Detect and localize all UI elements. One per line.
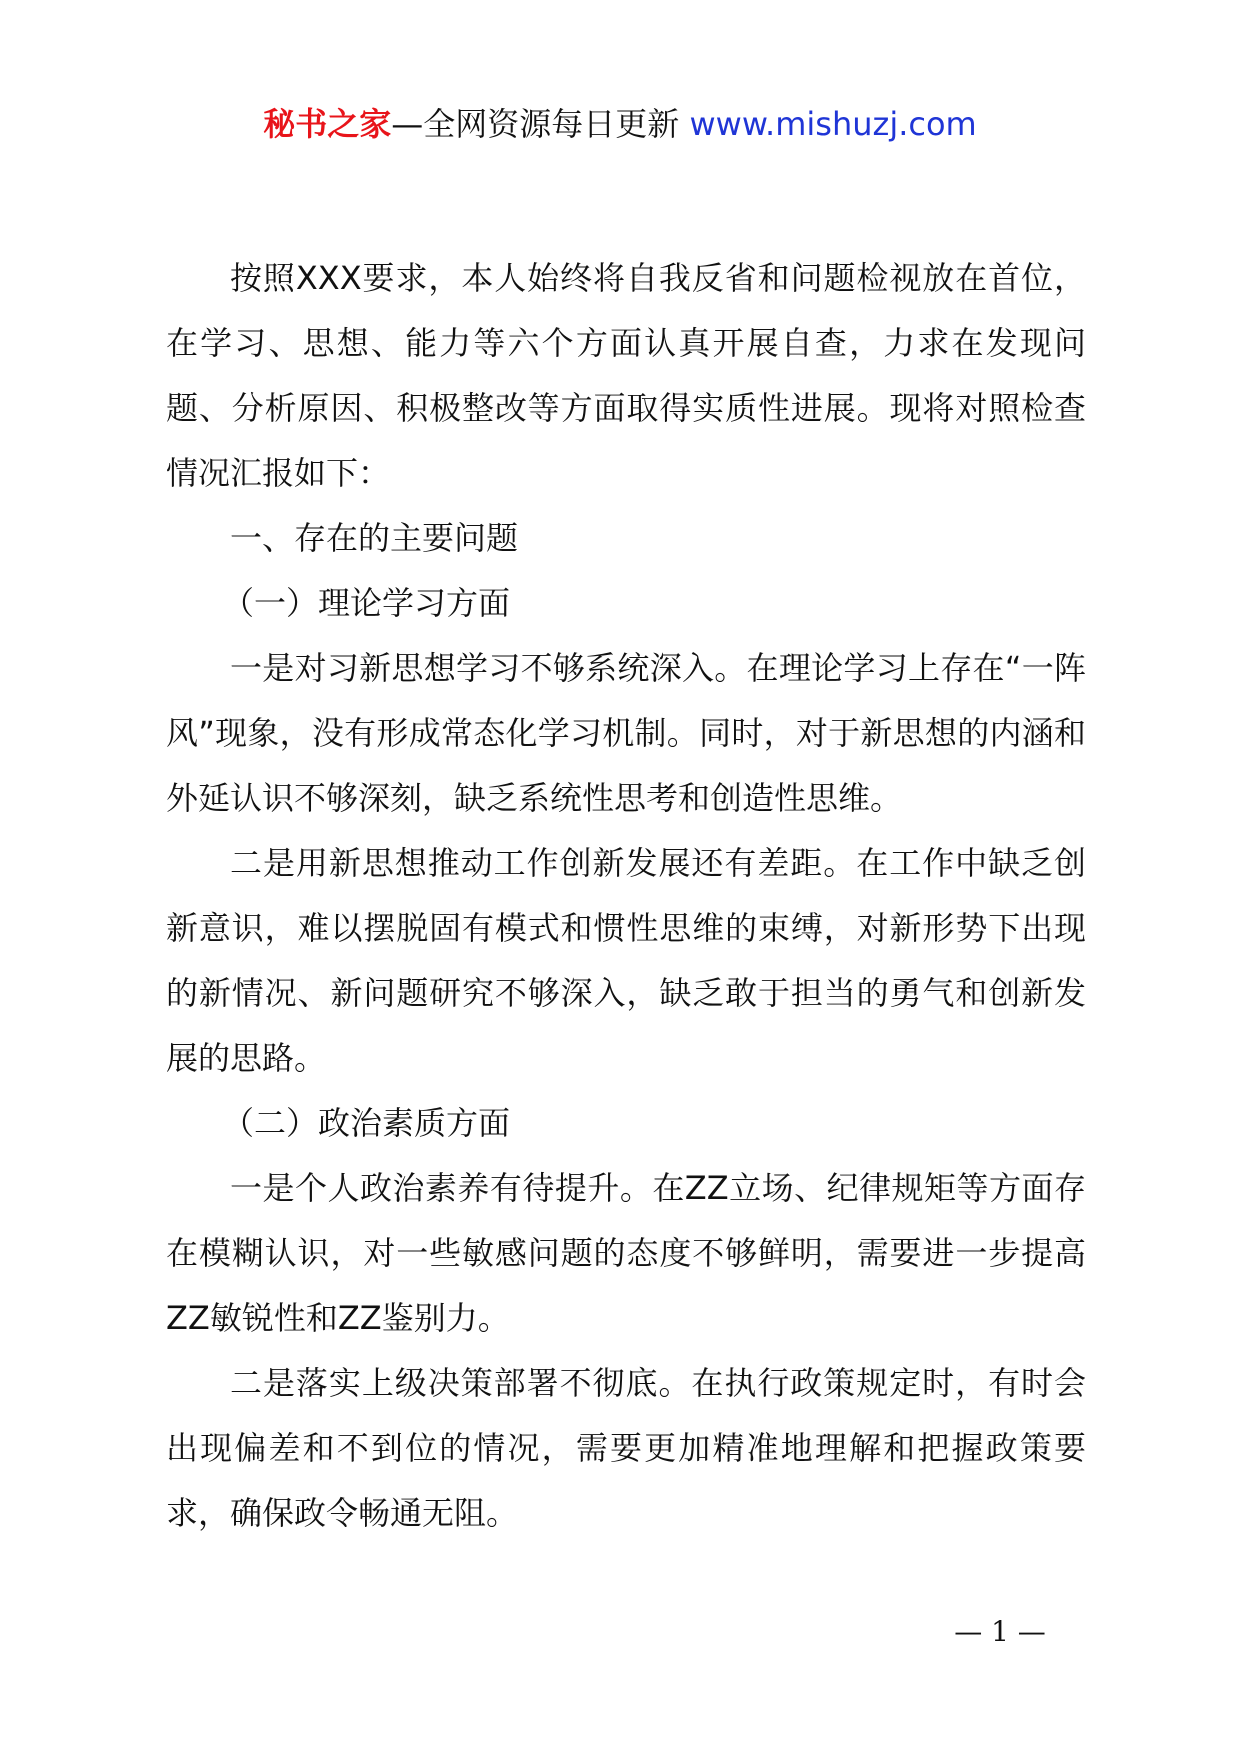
body-paragraph: 二是落实上级决策部署不彻底。在执行政策规定时，有时会出现偏差和不到位的情况，需要更加精准地理解和把握政策要求，确保政令畅通无阻。 (166, 1364, 1086, 1532)
subsection-heading-political-quality: （二）政治素质方面 (222, 1104, 511, 1142)
intro-paragraph: 按照XXX要求，本人始终将自我反省和问题检视放在首位，在学习、思想、能力等六个方面认真开展自查，力求在发现问题、分析原因、积极整改等方面取得实质性进展。现将对照检查情况汇报如下： (166, 259, 1086, 492)
subsection-heading-theory-study: （一）理论学习方面 (222, 584, 511, 622)
page-number: — 1 — (954, 1615, 1046, 1648)
site-url-link[interactable]: www.mishuzj.com (689, 105, 977, 143)
site-header (0, 100, 1240, 148)
section-heading-main-problems: 一、存在的主要问题 (230, 519, 519, 557)
site-slogan: —全网资源每日更新 (391, 105, 680, 143)
body-paragraph: 一是对习新思想学习不够系统深入。在理论学习上存在“一阵风”现象，没有形成常态化学习机制。同时，对于新思想的内涵和外延认识不够深刻，缺乏系统性思考和创造性思维。 (166, 649, 1086, 817)
body-paragraph: 一是个人政治素养有待提升。在ZZ立场、纪律规矩等方面存在模糊认识，对一些敏感问题的态度不够鲜明，需要进一步提高ZZ敏锐性和ZZ鉴别力。 (166, 1169, 1086, 1337)
body-paragraph: 二是用新思想推动工作创新发展还有差距。在工作中缺乏创新意识，难以摆脱固有模式和惯性思维的束缚，对新形势下出现的新情况、新问题研究不够深入，缺乏敢于担当的勇气和创新发展的思路。 (166, 844, 1086, 1077)
site-brand: 秘书之家 (263, 105, 392, 143)
document-body (166, 246, 1086, 1546)
